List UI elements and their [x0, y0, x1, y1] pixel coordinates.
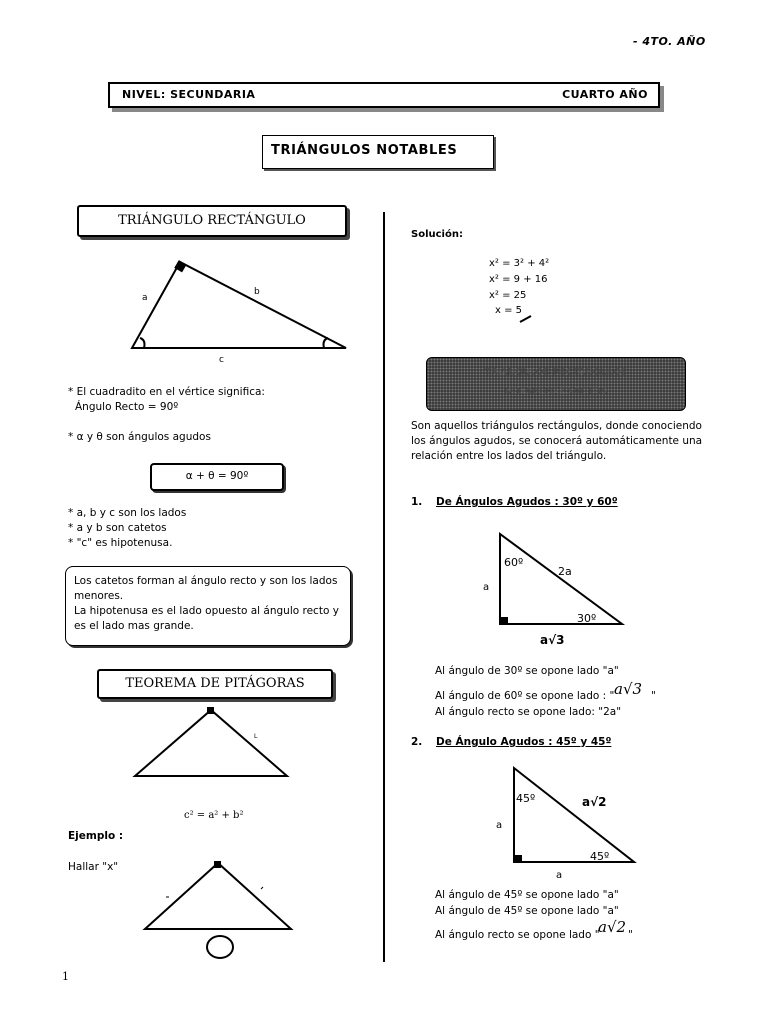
level-banner [108, 82, 660, 108]
header-grade-label: - 4TO. AÑO [633, 35, 706, 48]
theta-arc [324, 338, 329, 348]
note-acute-angles: * α y θ son ángulos agudos [68, 431, 211, 443]
case2-hyp: a√2 [582, 795, 607, 809]
intro-line-1: Son aquellos triángulos rectángulos, donde conociendo [411, 420, 702, 432]
right-triangle-diagram [120, 252, 356, 367]
case1-line-2: Al ángulo de 60º se opone lado : " [435, 690, 615, 702]
dark-box-line-2: NOTABLES EXACTOS [504, 386, 608, 397]
tri1-label-c: c [219, 355, 224, 365]
solution-line-1: x² = 3² + 4² [489, 258, 550, 269]
case1-line-2-root: a√3 [614, 680, 643, 698]
case2-number: 2. [411, 736, 423, 748]
case1-base: a√3 [540, 633, 565, 647]
case2-line-3: Al ángulo recto se opone lado " [435, 929, 600, 941]
triangle-45-45-diagram [492, 764, 642, 882]
case2-title: De Ángulo Agudos : 45º y 45º [436, 736, 612, 748]
solution-line-3: x² = 25 [489, 290, 527, 301]
alpha-arc [140, 338, 145, 348]
column-divider [383, 212, 385, 962]
right-angle-marker [207, 707, 214, 714]
angle-sum-box [150, 463, 284, 491]
note-sides: * a, b y c son los lados [68, 507, 187, 519]
page-number: 1 [62, 970, 69, 983]
banner-level: NIVEL: SECUNDARIA [122, 88, 256, 101]
case2-line-2: Al ángulo de 45º se opone lado "a" [435, 905, 619, 917]
solution-line-2: x² = 9 + 16 [489, 274, 548, 285]
tick-mark-icon [519, 314, 533, 324]
case1-bottom-angle: 30º [577, 612, 597, 625]
intro-line-2: los ángulos agudos, se conocerá automáticamente una [411, 435, 703, 447]
tri1-label-a: a [142, 293, 148, 303]
section-title-text: TRIÁNGULO RECTÁNGULO [118, 213, 306, 228]
note-right-angle: * El cuadradito en el vértice significa: [68, 386, 265, 398]
note-hypotenuse: * "c" es hipotenusa. [68, 537, 173, 549]
tri1-label-b: b [254, 287, 260, 297]
example-triangle-diagram [140, 857, 300, 961]
triangle-30-60-diagram [478, 526, 638, 650]
solution-line-4: x = 5 [495, 305, 523, 316]
solution-label: Solución: [411, 229, 463, 240]
section-title-pythagoras [97, 669, 333, 699]
tri2-label: L [254, 733, 258, 740]
case2-left-side: a [496, 820, 503, 831]
case1-left-side: a [483, 582, 490, 593]
case2-base: a [556, 870, 563, 881]
case1-hyp: 2a [558, 565, 572, 578]
section-title-right-triangle [77, 205, 347, 237]
case1-line-3: Al ángulo recto se opone lado: "2a" [435, 706, 622, 718]
case1-top-angle: 60º [504, 556, 524, 569]
note-right-angle-value: Ángulo Recto = 90º [75, 401, 179, 413]
circle-shape [207, 936, 233, 958]
page-title-box [262, 135, 494, 169]
case2-line-3-root: a√2 [598, 918, 627, 936]
right-angle-marker [501, 617, 508, 624]
angle-sum-formula: α + θ = 90º [185, 470, 249, 482]
pythagoras-formula: c² = a² + b² [184, 810, 244, 820]
pythagoras-triangle-diagram [130, 702, 292, 782]
note-legs: * a y b son catetos [68, 522, 167, 534]
notable-triangles-banner [426, 357, 686, 411]
note-box-line-2: menores. [74, 590, 124, 602]
banner-grade: CUARTO AÑO [562, 88, 648, 101]
page-title: TRIÁNGULOS NOTABLES [271, 143, 458, 158]
case1-line-1: Al ángulo de 30º se opone lado "a" [435, 665, 619, 677]
case2-top-angle: 45º [516, 792, 536, 805]
example-text: Hallar "x" [68, 861, 119, 873]
case1-number: 1. [411, 496, 423, 508]
right-angle-marker [214, 861, 221, 868]
intro-line-3: relación entre los lados del triángulo. [411, 450, 607, 462]
legs-hypotenuse-note [65, 566, 351, 646]
case1-line-2-close: " [651, 690, 656, 702]
section-title-text: TEOREMA DE PITÁGORAS [125, 676, 305, 691]
right-angle-marker [515, 855, 522, 862]
example-label: Ejemplo : [68, 830, 124, 842]
note-box-line-1: Los catetos forman al ángulo recto y son los lados [74, 575, 338, 587]
case1-title: De Ángulos Agudos : 30º y 60º [436, 496, 618, 508]
dark-box-line-1: TRIÁNGULOS RECTÁNGULOS [484, 367, 628, 378]
note-box-line-4: es el lado mas grande. [74, 620, 194, 632]
case2-bottom-angle: 45º [590, 850, 610, 863]
note-box-line-3: La hipotenusa es el lado opuesto al ángulo recto y [74, 605, 339, 617]
case2-line-1: Al ángulo de 45º se opone lado "a" [435, 889, 619, 901]
case2-line-3-close: " [628, 929, 633, 941]
